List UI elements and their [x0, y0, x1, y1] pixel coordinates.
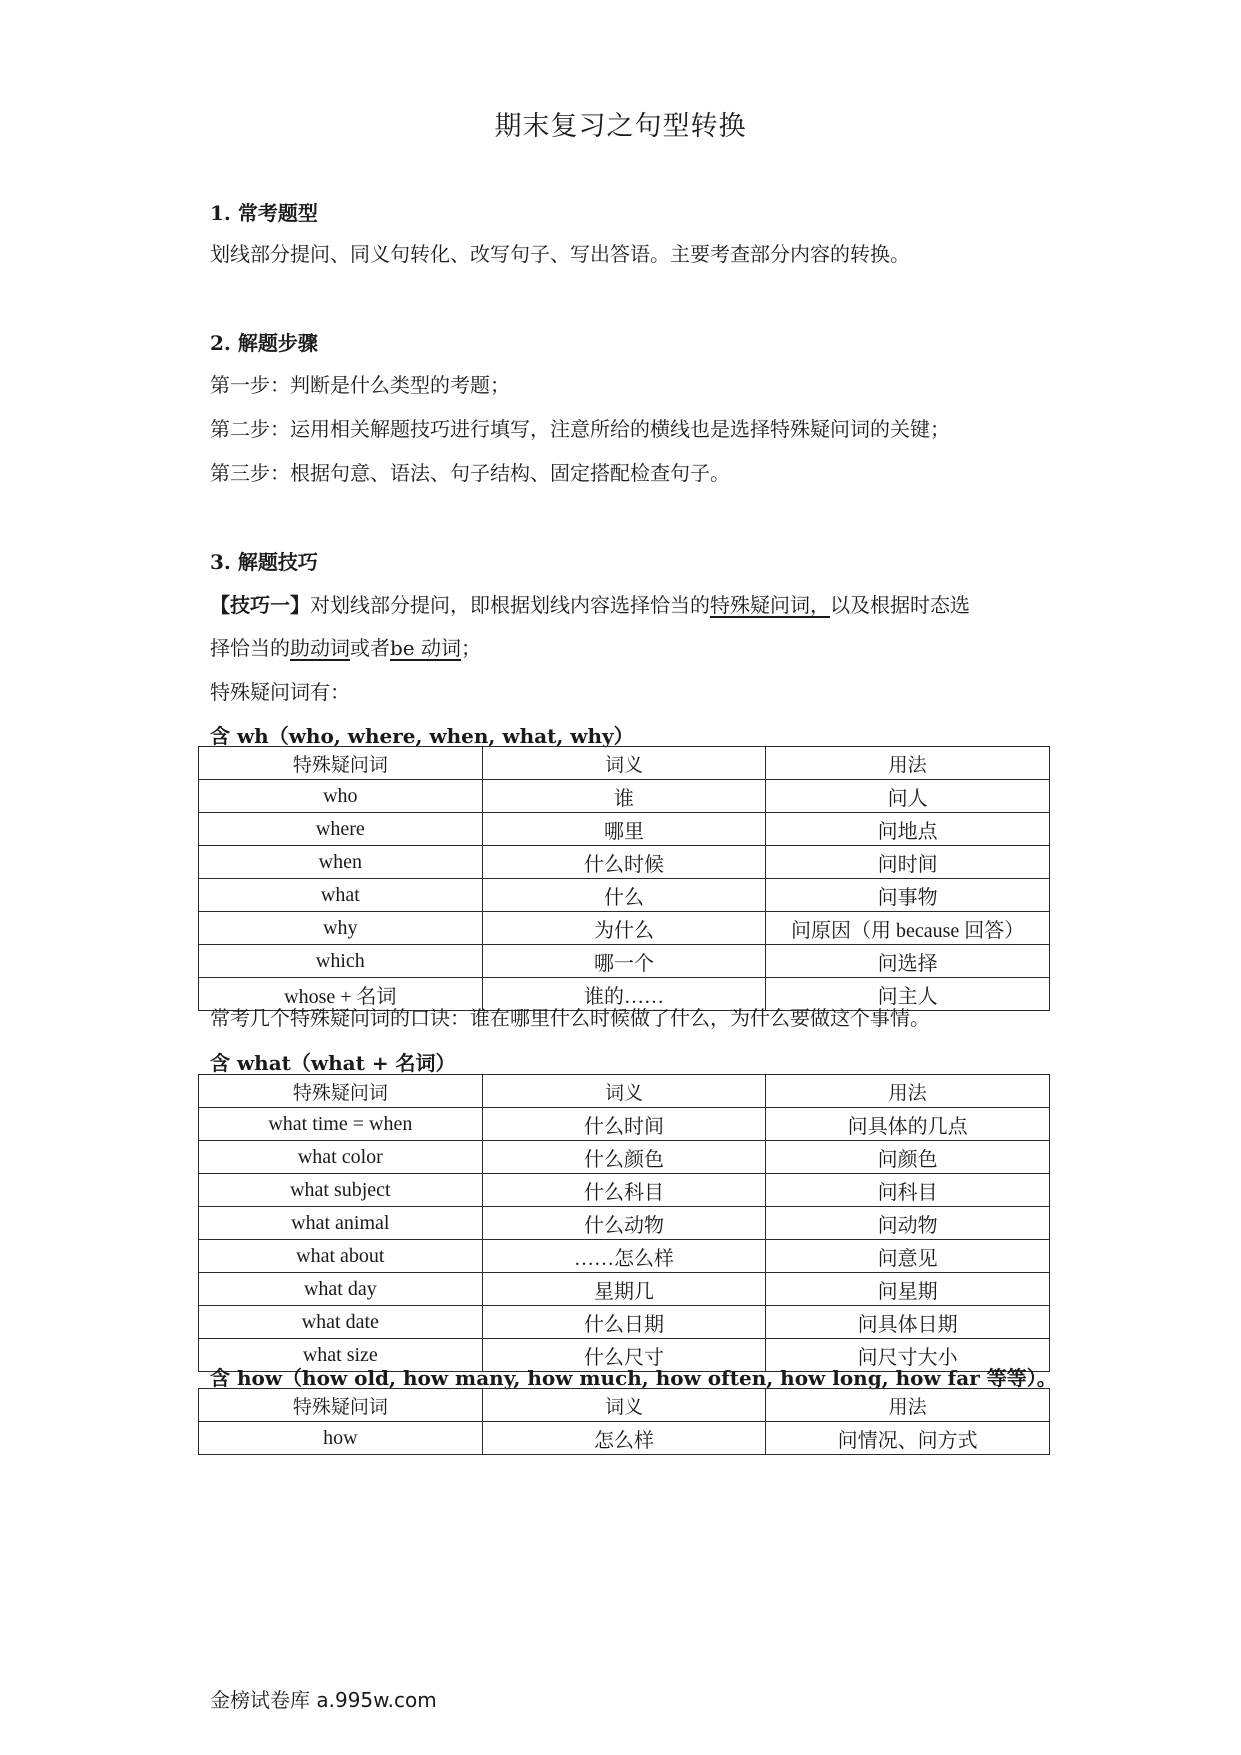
- table-cell: how: [199, 1422, 483, 1455]
- mnemonic-note: 常考几个特殊疑问词的口诀：谁在哪里什么时候做了什么，为什么要做这个事情。: [210, 1006, 930, 1030]
- table-cell: what subject: [199, 1174, 483, 1207]
- table-cell: 问主人: [766, 978, 1050, 1011]
- table-cell: what time = when: [199, 1108, 483, 1141]
- page-title: 期末复习之句型转换: [494, 111, 747, 142]
- tip-line-1: [210, 589, 970, 618]
- tip-text-1: 对划线部分提问，即根据划线内容选择恰当的: [310, 593, 710, 617]
- table-cell: 问具体日期: [766, 1306, 1050, 1339]
- table-row: [199, 1273, 1050, 1306]
- section1-heading: 1. 常考题型: [210, 201, 318, 225]
- table-cell: 问颜色: [766, 1141, 1050, 1174]
- table-cell: what animal: [199, 1207, 483, 1240]
- wh-table: [198, 746, 1050, 1011]
- table-cell: 什么科目: [482, 1174, 766, 1207]
- table-row: [199, 1306, 1050, 1339]
- table-row: [199, 945, 1050, 978]
- table2-caption: 含 what（what + 名词）: [210, 1051, 456, 1075]
- tip-text-2: 以及根据时态选: [830, 593, 970, 617]
- table-cell: 什么时间: [482, 1108, 766, 1141]
- table-cell: 什么尺寸: [482, 1339, 766, 1372]
- table-cell: 问人: [766, 780, 1050, 813]
- step-1: 第一步：判断是什么类型的考题；: [210, 373, 510, 397]
- table-cell: 问具体的几点: [766, 1108, 1050, 1141]
- header-cell: 用法: [766, 1075, 1050, 1108]
- table-header-row: [199, 1075, 1050, 1108]
- table-cell: what color: [199, 1141, 483, 1174]
- table-cell: 问科目: [766, 1174, 1050, 1207]
- table-cell: 哪一个: [482, 945, 766, 978]
- intro-text: 特殊疑问词有：: [210, 680, 350, 704]
- table-cell: 问意见: [766, 1240, 1050, 1273]
- table-cell: 问星期: [766, 1273, 1050, 1306]
- table-cell: 怎么样: [482, 1422, 766, 1455]
- table-row: [199, 1240, 1050, 1273]
- table-cell: 谁: [482, 780, 766, 813]
- table-cell: ……怎么样: [482, 1240, 766, 1273]
- table-cell: 谁的……: [482, 978, 766, 1011]
- step-2: 第二步：运用相关解题技巧进行填写，注意所给的横线也是选择特殊疑问词的关键；: [210, 417, 950, 441]
- table-cell: what date: [199, 1306, 483, 1339]
- header-cell: 用法: [766, 1389, 1050, 1422]
- table-cell: 问尺寸大小: [766, 1339, 1050, 1372]
- table-row: [199, 1174, 1050, 1207]
- section1-text: 划线部分提问、同义句转化、改写句子、写出答语。主要考查部分内容的转换。: [210, 242, 910, 266]
- table-row: [199, 1207, 1050, 1240]
- table-row: [199, 1422, 1050, 1455]
- tip-label: 【技巧一】: [210, 593, 310, 617]
- section2-heading: 2. 解题步骤: [210, 331, 318, 355]
- tip-underline-3: be 动词: [390, 636, 461, 660]
- table-row: [199, 1108, 1050, 1141]
- table-cell: 为什么: [482, 912, 766, 945]
- tip-text-3: 择恰当的: [210, 636, 290, 660]
- table-row: [199, 846, 1050, 879]
- header-cell: 特殊疑问词: [199, 1389, 483, 1422]
- header-cell: 特殊疑问词: [199, 1075, 483, 1108]
- what-table: [198, 1074, 1050, 1372]
- table-cell: 什么颜色: [482, 1141, 766, 1174]
- table-cell: which: [199, 945, 483, 978]
- table-cell: 什么: [482, 879, 766, 912]
- table-cell: 问选择: [766, 945, 1050, 978]
- header-cell: 词义: [482, 747, 766, 780]
- table-cell: why: [199, 912, 483, 945]
- header-cell: 词义: [482, 1389, 766, 1422]
- tip-line-2: [210, 632, 481, 661]
- table-cell: who: [199, 780, 483, 813]
- table-cell: where: [199, 813, 483, 846]
- table-cell: 哪里: [482, 813, 766, 846]
- table-cell: 问地点: [766, 813, 1050, 846]
- table-cell: what size: [199, 1339, 483, 1372]
- table-cell: 什么时候: [482, 846, 766, 879]
- section3-heading: 3. 解题技巧: [210, 550, 318, 574]
- table-cell: 问动物: [766, 1207, 1050, 1240]
- how-table: [198, 1388, 1050, 1455]
- footer-watermark: 金榜试卷库 a.995w.com: [210, 1688, 437, 1712]
- header-cell: 词义: [482, 1075, 766, 1108]
- tip-text-5: ；: [461, 636, 481, 660]
- table-cell: 什么日期: [482, 1306, 766, 1339]
- table-cell: 星期几: [482, 1273, 766, 1306]
- table-cell: whose + 名词: [199, 978, 483, 1011]
- step-3: 第三步：根据句意、语法、句子结构、固定搭配检查句子。: [210, 461, 730, 485]
- tip-text-4: 或者: [350, 636, 390, 660]
- table-row: [199, 813, 1050, 846]
- table-cell: 问时间: [766, 846, 1050, 879]
- table-header-row: [199, 747, 1050, 780]
- table-row: [199, 879, 1050, 912]
- table-cell: what: [199, 879, 483, 912]
- header-cell: 用法: [766, 747, 1050, 780]
- table-cell: 问事物: [766, 879, 1050, 912]
- table-cell: 问原因（用 because 回答）: [766, 912, 1050, 945]
- table-cell: what day: [199, 1273, 483, 1306]
- table-cell: when: [199, 846, 483, 879]
- table-cell: what about: [199, 1240, 483, 1273]
- table-header-row: [199, 1389, 1050, 1422]
- table-cell: 什么动物: [482, 1207, 766, 1240]
- table1-caption: 含 wh（who, where, when, what, why）: [210, 724, 634, 748]
- table-cell: 问情况、问方式: [766, 1422, 1050, 1455]
- tip-underline-1: 特殊疑问词，: [710, 593, 830, 617]
- header-cell: 特殊疑问词: [199, 747, 483, 780]
- table-row: [199, 780, 1050, 813]
- table-row: [199, 1141, 1050, 1174]
- table3-caption: 含 how（how old, how many, how much, how often, how long, how far 等等）。: [210, 1366, 1057, 1390]
- tip-underline-2: 助动词: [290, 636, 350, 660]
- table-row: [199, 912, 1050, 945]
